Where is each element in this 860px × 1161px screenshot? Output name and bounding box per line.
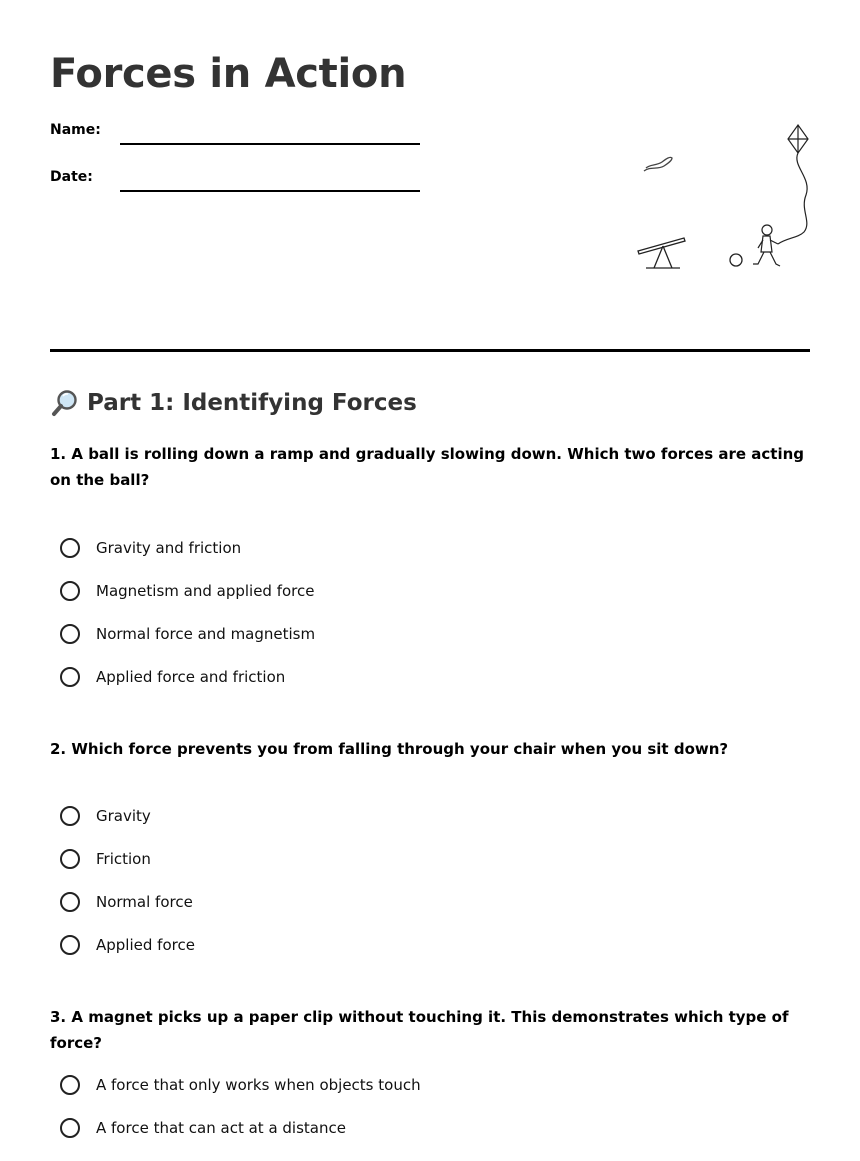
date-label: Date:: [50, 169, 93, 185]
kite-drawing: [778, 125, 808, 244]
answer-label: Magnetism and applied force: [96, 582, 315, 600]
radio-button[interactable]: [60, 624, 80, 644]
question-2: [50, 736, 810, 954]
radio-button[interactable]: [60, 1118, 80, 1138]
worksheet-title: Forces in Action: [50, 51, 407, 97]
answer-option[interactable]: [60, 578, 314, 604]
answer-option[interactable]: [60, 846, 151, 872]
answer-option[interactable]: [60, 621, 315, 647]
answer-option[interactable]: [60, 1072, 421, 1098]
section-divider: [50, 349, 810, 352]
part1-heading: [50, 386, 417, 420]
answer-label: Normal force: [96, 893, 193, 911]
radio-button[interactable]: [60, 538, 80, 558]
ball-drawing: [730, 254, 742, 266]
part1-heading-text: Part 1: Identifying Forces: [87, 390, 417, 416]
radio-button[interactable]: [60, 667, 80, 687]
radio-button[interactable]: [60, 581, 80, 601]
name-label: Name:: [50, 122, 101, 138]
answer-label: Normal force and magnetism: [96, 625, 316, 643]
name-field-row: [50, 120, 420, 146]
answer-option[interactable]: [60, 1115, 346, 1141]
answer-option[interactable]: [60, 889, 193, 915]
answer-label: Friction: [96, 850, 151, 868]
question-1: [50, 441, 810, 686]
answer-option[interactable]: [60, 803, 151, 829]
magnifying-glass-icon: [50, 388, 80, 418]
radio-button[interactable]: [60, 892, 80, 912]
answer-label: A force that only works when objects touch: [96, 1076, 421, 1094]
date-field-row: [50, 167, 420, 193]
radio-button[interactable]: [60, 806, 80, 826]
date-input[interactable]: [120, 190, 420, 192]
answer-option[interactable]: [60, 664, 285, 690]
answer-label: Gravity: [96, 807, 151, 825]
question-3-text: 3. A magnet picks up a paper clip without touching it. This demonstrates which type of force?: [50, 1008, 789, 1052]
answer-option[interactable]: [60, 932, 195, 958]
worksheet-page: [50, 0, 810, 1161]
seesaw-drawing: [638, 238, 685, 268]
question-1-text: 1. A ball is rolling down a ramp and gradually slowing down. Which two forces are acting on the ball?: [50, 445, 805, 489]
question-3: [50, 1004, 810, 1137]
child-drawing: [753, 225, 780, 266]
radio-button[interactable]: [60, 849, 80, 869]
radio-button[interactable]: [60, 1075, 80, 1095]
question-2-text: 2. Which force prevents you from falling through your chair when you sit down?: [50, 740, 729, 758]
rope-squiggle: [644, 157, 672, 171]
answer-option[interactable]: [60, 535, 241, 561]
answer-label: Gravity and friction: [96, 539, 242, 557]
forces-illustration: [580, 50, 820, 280]
name-input[interactable]: [120, 143, 420, 145]
answer-label: A force that can act at a distance: [96, 1119, 346, 1137]
answer-label: Applied force: [96, 936, 195, 954]
radio-button[interactable]: [60, 935, 80, 955]
answer-label: Applied force and friction: [96, 668, 286, 686]
